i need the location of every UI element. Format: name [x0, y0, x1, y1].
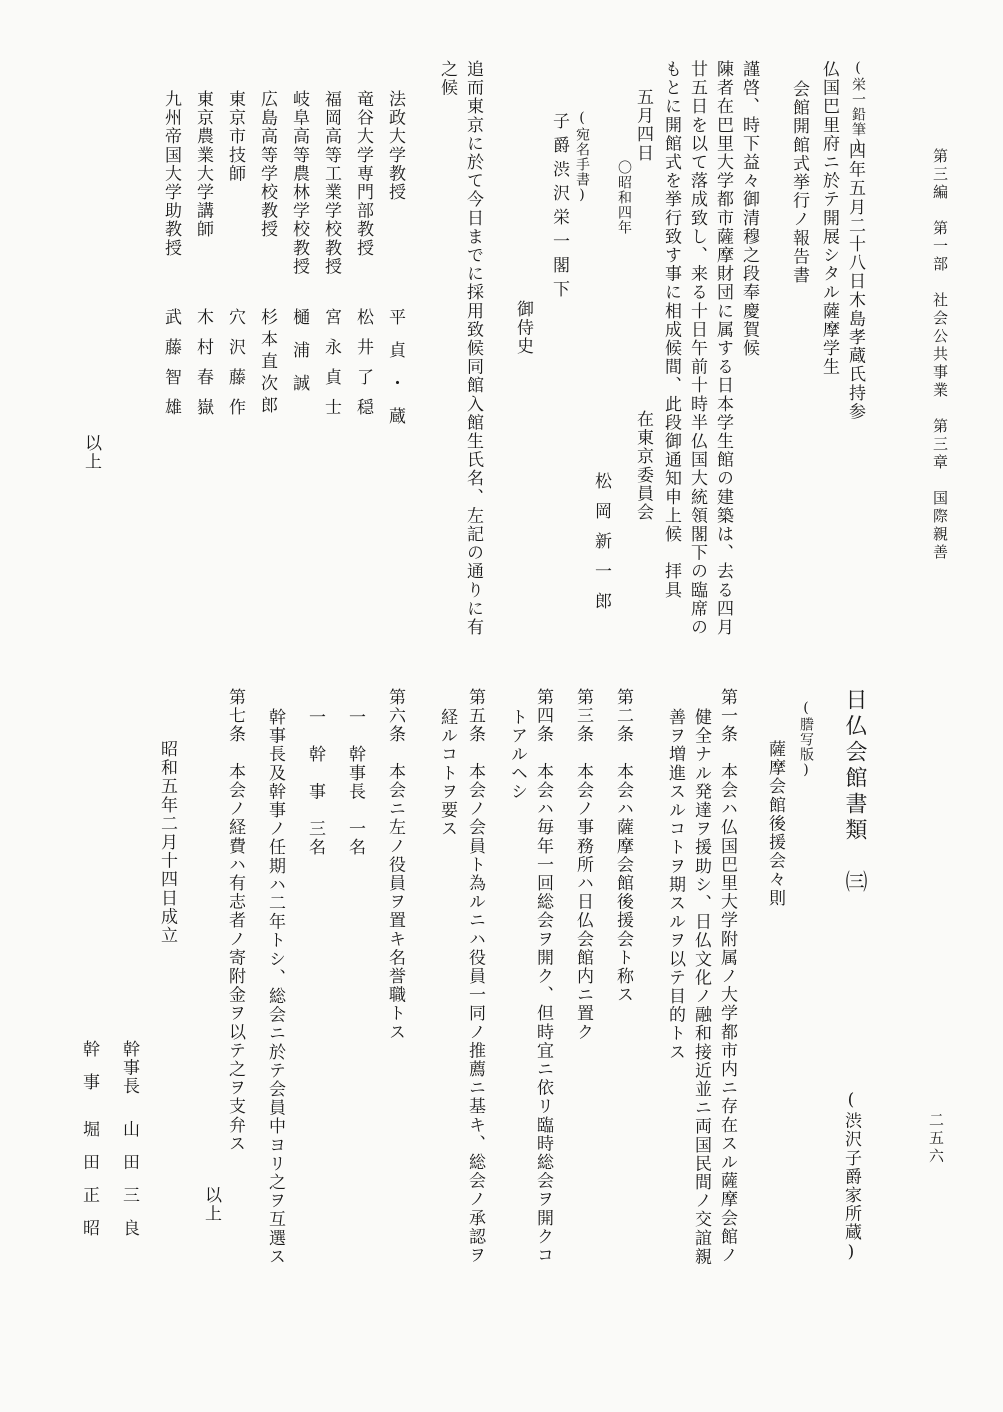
member-title: 竜谷大学専門部教授	[353, 90, 373, 258]
article-line: 第二条 本会ハ薩摩会館後援会ト称ス	[613, 688, 633, 1005]
member-title: 岐阜高等農林学校教授	[289, 90, 309, 276]
member-name: 杉本直次郎	[257, 308, 277, 418]
article-line: 第三条 本会ノ事務所ハ日仏会館内ニ置ク	[573, 688, 593, 1042]
article-line: 第一条 本会ハ仏国巴里大学附属ノ大学都市内ニ存在スル薩摩会館ノ	[717, 688, 737, 1265]
doc1-date-line: 五月四日	[633, 88, 653, 163]
doc1-title-line2: 会館開館式挙行ノ報告書	[789, 80, 809, 285]
member-title: 九州帝国大学助教授	[161, 90, 181, 258]
doc1-sender-name: 松岡新一郎	[591, 472, 611, 622]
officer-role: 幹事長	[119, 1040, 139, 1096]
page-number: 二五六	[927, 1112, 945, 1166]
member-name: 穴沢藤作	[225, 308, 245, 428]
doc2-end-mark: 以上	[201, 1186, 221, 1224]
article-line: 第七条 本会ノ経費ハ有志者ノ寄附金ヲ以テ之ヲ支弁ス	[225, 688, 245, 1153]
doc2-rules-title: 薩摩会館後援会々則	[765, 740, 785, 908]
article-line: 一 幹事長 一名	[345, 708, 365, 857]
member-name: 木村春嶽	[193, 308, 213, 428]
doc2-format-note: (謄写版)	[798, 700, 814, 779]
officer-role: 幹事	[79, 1040, 99, 1106]
article-line: 善ヲ増進スルコトヲ期スルヲ以テ目的トス	[665, 708, 685, 1062]
member-name: 武藤智雄	[161, 308, 181, 428]
member-name: 樋浦誠	[289, 308, 309, 407]
member-title: 東京市技師	[225, 90, 245, 183]
member-name: 松井了穏	[353, 308, 373, 428]
officer-name: 山田三良	[119, 1120, 139, 1252]
article-line: 経ルコトヲ要ス	[437, 708, 457, 839]
doc1-body-line-2: 廿五日を以て落成致し、来る十日午前十時半仏国大統領閣下の臨席の	[687, 60, 707, 637]
member-title: 広島高等学校教授	[257, 90, 277, 239]
doc1-addressee: 子爵渋沢栄一閣下	[549, 112, 569, 304]
article-line: 健全ナル発達ヲ援助シ、日仏文化ノ融和接近並ニ両国民間ノ交誼親	[691, 708, 711, 1266]
doc1-postscript-line2: 之候	[437, 60, 457, 98]
doc1-date-note: 四年五月二十八日木島孝蔵氏持参	[845, 142, 865, 421]
doc1-end-mark: 以上	[81, 434, 101, 472]
doc2-title: 日仏会館書類 ㈢	[842, 688, 867, 896]
article-line: 幹事長及幹事ノ任期ハ二年トシ、総会ニ於テ会員中ヨリ之ヲ互選ス	[265, 708, 285, 1266]
officer-name: 堀田正昭	[79, 1120, 99, 1252]
doc1-closing: 御侍史	[513, 300, 533, 356]
doc1-salutation: 謹啓、時下益々御清穆之段奉慶賀候	[739, 60, 759, 358]
doc2-source: (渋沢子爵家所蔵)	[841, 1090, 861, 1264]
doc1-body-line-3: もとに開館式を挙行致す事に相成候間、此段御通知申上候 拝具	[661, 60, 681, 600]
doc1-postscript-line1: 追而東京に於て今日までに採用致候同館入館生氏名、左記の通りに有	[463, 60, 483, 637]
member-title: 東京農業大学講師	[193, 90, 213, 239]
member-name: 平貞・蔵	[385, 308, 405, 440]
doc1-addressee-note: (宛名手書)	[574, 110, 590, 204]
doc1-era-note: 〇昭和四年	[616, 160, 632, 235]
member-title: 福岡高等工業学校教授	[321, 90, 341, 276]
article-line: 一 幹 事 三名	[305, 708, 325, 857]
article-line: 第六条 本会ニ左ノ役員ヲ置キ名誉職トス	[385, 688, 405, 1042]
doc1-title-line1: 仏国巴里府ニ於テ開展シタル薩摩学生	[819, 60, 839, 377]
article-line: トアルヘシ	[507, 708, 527, 801]
running-head: 第三編 第一部 社会公共事業 第三章 国際親善	[931, 148, 949, 562]
article-line: 第五条 本会ノ会員ト為ルニハ役員一同ノ推薦ニ基キ、総会ノ承認ヲ	[465, 688, 485, 1265]
doc1-body-line-1: 陳者在巴里大学都市薩摩財団に属する日本学生館の建築は、去る四月	[713, 60, 733, 637]
member-title: 法政大学教授	[385, 90, 405, 202]
doc2-established: 昭和五年二月十四日成立	[157, 740, 177, 945]
article-line: 第四条 本会ハ毎年一回総会ヲ開ク、但時宜ニ依リ臨時総会ヲ開クコ	[533, 688, 553, 1265]
doc1-note: (栄一鉛筆)	[850, 60, 866, 154]
member-name: 宮永貞士	[321, 308, 341, 428]
doc1-sender-org: 在東京委員会	[633, 410, 653, 522]
